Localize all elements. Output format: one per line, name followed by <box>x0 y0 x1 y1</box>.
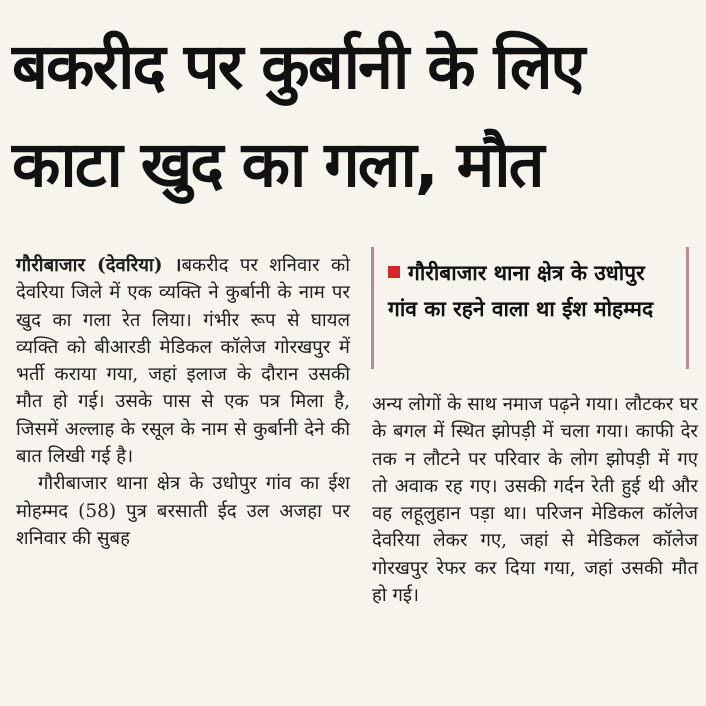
article-paragraph-1 <box>16 252 350 470</box>
square-bullet-icon <box>388 266 400 278</box>
article-column-left <box>16 252 350 552</box>
pull-quote <box>371 247 689 369</box>
article-paragraph-3: अन्य लोगों के साथ नमाज पढ़ने गया। लौटकर घर के बगल में स्थित झोपड़ी में चला गया। काफी देर तक न लौटने पर परिवार के लोग झोपड़ी में गए तो अवाक रह गए। उसकी गर्दन रेती हुई थी और वह लहूलुहान पड़ा था। परिजन मेडिकल कॉलेज देवरिया लेकर गए, जहां से मेडिकल कॉलेज गोरखपुर रेफर कर दिया गया, जहां उसकी मौत हो गई। <box>372 394 698 607</box>
dateline: गौरीबाजार (देवरिया) । <box>16 255 182 276</box>
headline-line-1: बकरीद पर कुर्बानी के लिए <box>12 30 584 103</box>
headline <box>12 18 698 214</box>
article-column-right <box>372 391 698 609</box>
article-paragraph-2: गौरीबाजार थाना क्षेत्र के उधोपुर गांव का ईश मोहम्मद (58) पुत्र बरसाती ईद उल अजहा पर शनिवार की सुबह <box>16 473 350 549</box>
pull-quote-body <box>388 255 678 327</box>
article-paragraph-1-text: बकरीद पर शनिवार को देवरिया जिले में एक व्यक्ति ने कुर्बानी के नाम पर खुद का गला रेत लिया। गंभीर रूप से घायल व्यक्ति को बीआरडी मेडिकल कॉलेज गोरखपुर में भर्ती कराया गया, जहां इलाज के दौरान उसकी मौत हो गई। उसके पास से एक पत्र मिला है, जिसमें अल्लाह के रसूल के नाम से कुर्बानी देने की बात लिखी गई है। <box>16 255 350 468</box>
headline-line-2: काटा खुद का गला, मौत <box>12 128 543 201</box>
pull-quote-text: गौरीबाजार थाना क्षेत्र के उधोपुर गांव का रहने वाला था ईश मोहम्मद <box>388 261 654 321</box>
